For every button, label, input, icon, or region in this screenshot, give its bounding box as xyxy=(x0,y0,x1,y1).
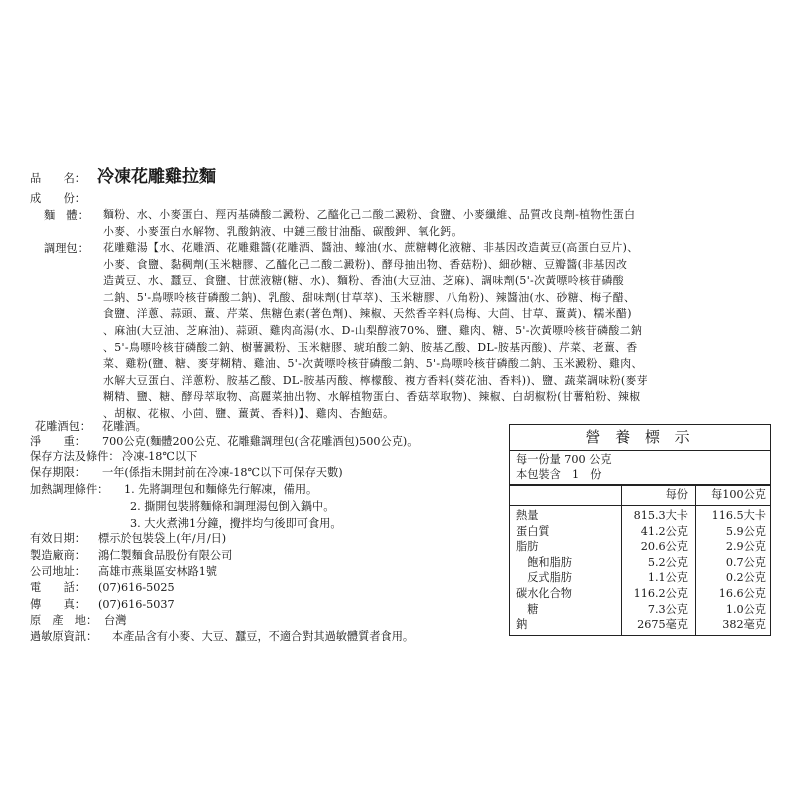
sauce-line: 花雕雞湯【水、花雕酒、花雕雞醬(花雕酒、醬油、蠔油(水、蔗糖轉化液糖、非基因改造黃豆(高蛋白豆片)、 xyxy=(103,241,639,254)
nutrient-name: 糖 xyxy=(516,602,539,616)
shelf-label: 保存期限： xyxy=(30,466,86,479)
nutrient-per-serving: 2675毫克 xyxy=(637,618,688,632)
name-label: 品 名： xyxy=(30,172,86,185)
ingredients-label: 成 份： xyxy=(30,192,86,205)
nutrient-per-100g: 0.7公克 xyxy=(725,555,766,569)
divider xyxy=(510,505,770,506)
shelf-value: 一年(係指未開封前在冷凍-18℃以下可保存天數) xyxy=(102,466,343,479)
sauce-line: 、麻油(大豆油、芝麻油)、蒜頭、雞肉高湯(水、D-山梨醇液70%、鹽、雞肉、糖、5'-次黃嘌呤核苷磷酸二鈉 xyxy=(103,323,643,337)
nutrient-per-100g: 0.2公克 xyxy=(725,571,766,585)
col-per-serving: 每份 xyxy=(665,488,688,501)
column-divider xyxy=(695,485,696,635)
allergen-value: 本產品含有小麥、大豆、蠶豆，不適合對其過敏體質者食用。 xyxy=(112,630,415,643)
expiry-value: 標示於包裝袋上(年/月/日) xyxy=(98,532,227,545)
wine-value: 花雕酒。 xyxy=(102,420,147,433)
origin-value: 台灣 xyxy=(104,614,127,627)
nutrient-per-serving: 815.3大卡 xyxy=(633,509,688,522)
servings-per-package: 本包裝含 1 份 xyxy=(516,468,602,481)
allergen-label: 過敏原資訊： xyxy=(30,630,98,643)
address-label: 公司地址： xyxy=(30,565,86,578)
phone-value: (07)616-5025 xyxy=(98,581,175,594)
origin-label: 原 產 地： xyxy=(30,614,98,627)
sauce-line: 二鈉、5'-鳥嘌呤核苷磷酸二鈉)、乳酸、甜味劑(甘草萃)、玉米糖膠、八角粉)、辣醬油(水、砂糖、梅子醋、 xyxy=(103,290,636,304)
storage-value: 冷凍-18℃以下 xyxy=(122,450,198,463)
storage-label: 保存方法及條件： xyxy=(30,450,120,463)
column-divider xyxy=(621,485,622,635)
fax-value: (07)616-5037 xyxy=(98,598,175,611)
nutrient-per-100g: 1.0公克 xyxy=(725,602,766,616)
nutrient-name: 飽和脂肪 xyxy=(516,555,572,569)
sauce-line: 小麥、食鹽、黏稠劑(玉米糖膠、乙醯化己二酸二澱粉)、酵母抽出物、香菇粉)、細砂糖、豆瓣醬(非基因改 xyxy=(103,257,628,271)
nutrient-per-serving: 20.6公克 xyxy=(640,540,688,554)
nutrient-per-100g: 382毫克 xyxy=(722,618,766,632)
cook-step: 3. 大火煮沸1分鐘，攪拌均勻後即可食用。 xyxy=(130,517,342,530)
nutrient-name: 碳水化合物 xyxy=(516,587,572,600)
nutrition-table xyxy=(509,424,771,636)
noodle-label: 麵 體： xyxy=(44,209,89,222)
cook-label: 加熱調理條件： xyxy=(30,483,109,496)
col-per-100g: 每100公克 xyxy=(711,488,766,501)
nutrient-per-100g: 16.6公克 xyxy=(718,587,766,600)
fax-label: 傳 真： xyxy=(30,598,86,611)
nutrient-name: 反式脂肪 xyxy=(516,571,572,585)
sauce-line: 食鹽、洋蔥、蒜頭、薑、芹菜、焦糖色素(著色劑)、辣椒、天然香辛料(烏梅、大茴、甘草、薑黃)、糯米醋) xyxy=(103,307,632,321)
nutrient-name: 鈉 xyxy=(516,618,528,632)
sauce-line: 造黃豆、水、蠶豆、食鹽、甘蔗液糖(糖、水)、麵粉、香油(大豆油、芝麻)、調味劑(5'-次黃嘌呤核苷磷酸 xyxy=(103,274,624,288)
divider xyxy=(510,484,770,486)
product-name: 冷凍花雕雞拉麵 xyxy=(97,167,216,187)
nutrient-per-serving: 116.2公克 xyxy=(633,587,688,600)
expiry-label: 有效日期： xyxy=(30,532,86,545)
nutrient-per-serving: 7.3公克 xyxy=(647,602,688,616)
nutrient-per-serving: 41.2公克 xyxy=(640,524,688,538)
sauce-line: 、胡椒、花椒、小茴、鹽、薑黃、香料)】、雞肉、杏鮑菇。 xyxy=(103,406,395,420)
noodle-ingredients xyxy=(103,207,783,240)
weight-value: 700公克(麵體200公克、花雕雞調理包(含花雕酒包)500公克)。 xyxy=(102,435,419,448)
serving-size: 每一份量 700 公克 xyxy=(516,453,612,466)
sauce-line: 糊精、鹽、糖、酵母萃取物、高麗菜抽出物、水解植物蛋白、香菇萃取物)、辣椒、白胡椒粉(甘薯粕粉、辣椒 xyxy=(103,390,641,404)
nutrition-title: 營 養 標 示 xyxy=(510,425,770,451)
nutrient-name: 脂肪 xyxy=(516,540,539,554)
sauce-line: 菜、雞粉(鹽、糖、麥芽糊精、雞油、5'-次黃嘌呤核苷磷酸二鈉、5'-鳥嘌呤核苷磷酸二鈉、玉米澱粉、雞肉、 xyxy=(103,357,643,371)
sauce-ingredients xyxy=(103,240,783,423)
nutrient-per-serving: 5.2公克 xyxy=(647,555,688,569)
cook-step: 2. 撕開包裝將麵條和調理湯包倒入鍋中。 xyxy=(130,500,335,513)
nutrient-per-serving: 1.1公克 xyxy=(647,571,688,585)
sauce-line: 、5'-鳥嘌呤核苷磷酸二鈉、樹薯澱粉、玉米糖膠、琥珀酸二鈉、胺基乙酸、DL-胺基丙酸)、芹菜、老薑、香 xyxy=(103,340,638,354)
sauce-line: 水解大豆蛋白、洋蔥粉、胺基乙酸、DL-胺基丙酸、檸檬酸、複方香料(葵花油、香料))、鹽、蔬菜調味粉(麥芽 xyxy=(103,373,648,387)
maker-label: 製造廠商： xyxy=(30,549,86,562)
nutrient-per-100g: 5.9公克 xyxy=(725,524,766,538)
noodle-line: 小麥、小麥蛋白水解物、乳酸鈉液、中鏈三酸甘油酯、碳酸鉀、氧化鈣。 xyxy=(103,224,463,238)
maker-value: 鴻仁製麵食品股份有限公司 xyxy=(98,549,233,562)
sauce-label: 調理包： xyxy=(44,242,89,255)
wine-label: 花雕酒包： xyxy=(35,420,91,433)
address-value: 高雄市燕巢區安林路1號 xyxy=(98,565,217,578)
phone-label: 電 話： xyxy=(30,581,86,594)
noodle-line: 麵粉、水、小麥蛋白、羥丙基磷酸二澱粉、乙醯化己二酸二澱粉、食鹽、小麥纖維、品質改良劑-植物性蛋白 xyxy=(103,208,636,221)
nutrient-per-100g: 2.9公克 xyxy=(725,540,766,554)
weight-label: 淨 重： xyxy=(30,435,86,448)
nutrient-name: 熱量 xyxy=(516,509,539,522)
nutrient-name: 蛋白質 xyxy=(516,524,550,538)
cook-step: 1. 先將調理包和麵條先行解凍，備用。 xyxy=(124,483,318,496)
nutrient-per-100g: 116.5大卡 xyxy=(711,509,766,522)
